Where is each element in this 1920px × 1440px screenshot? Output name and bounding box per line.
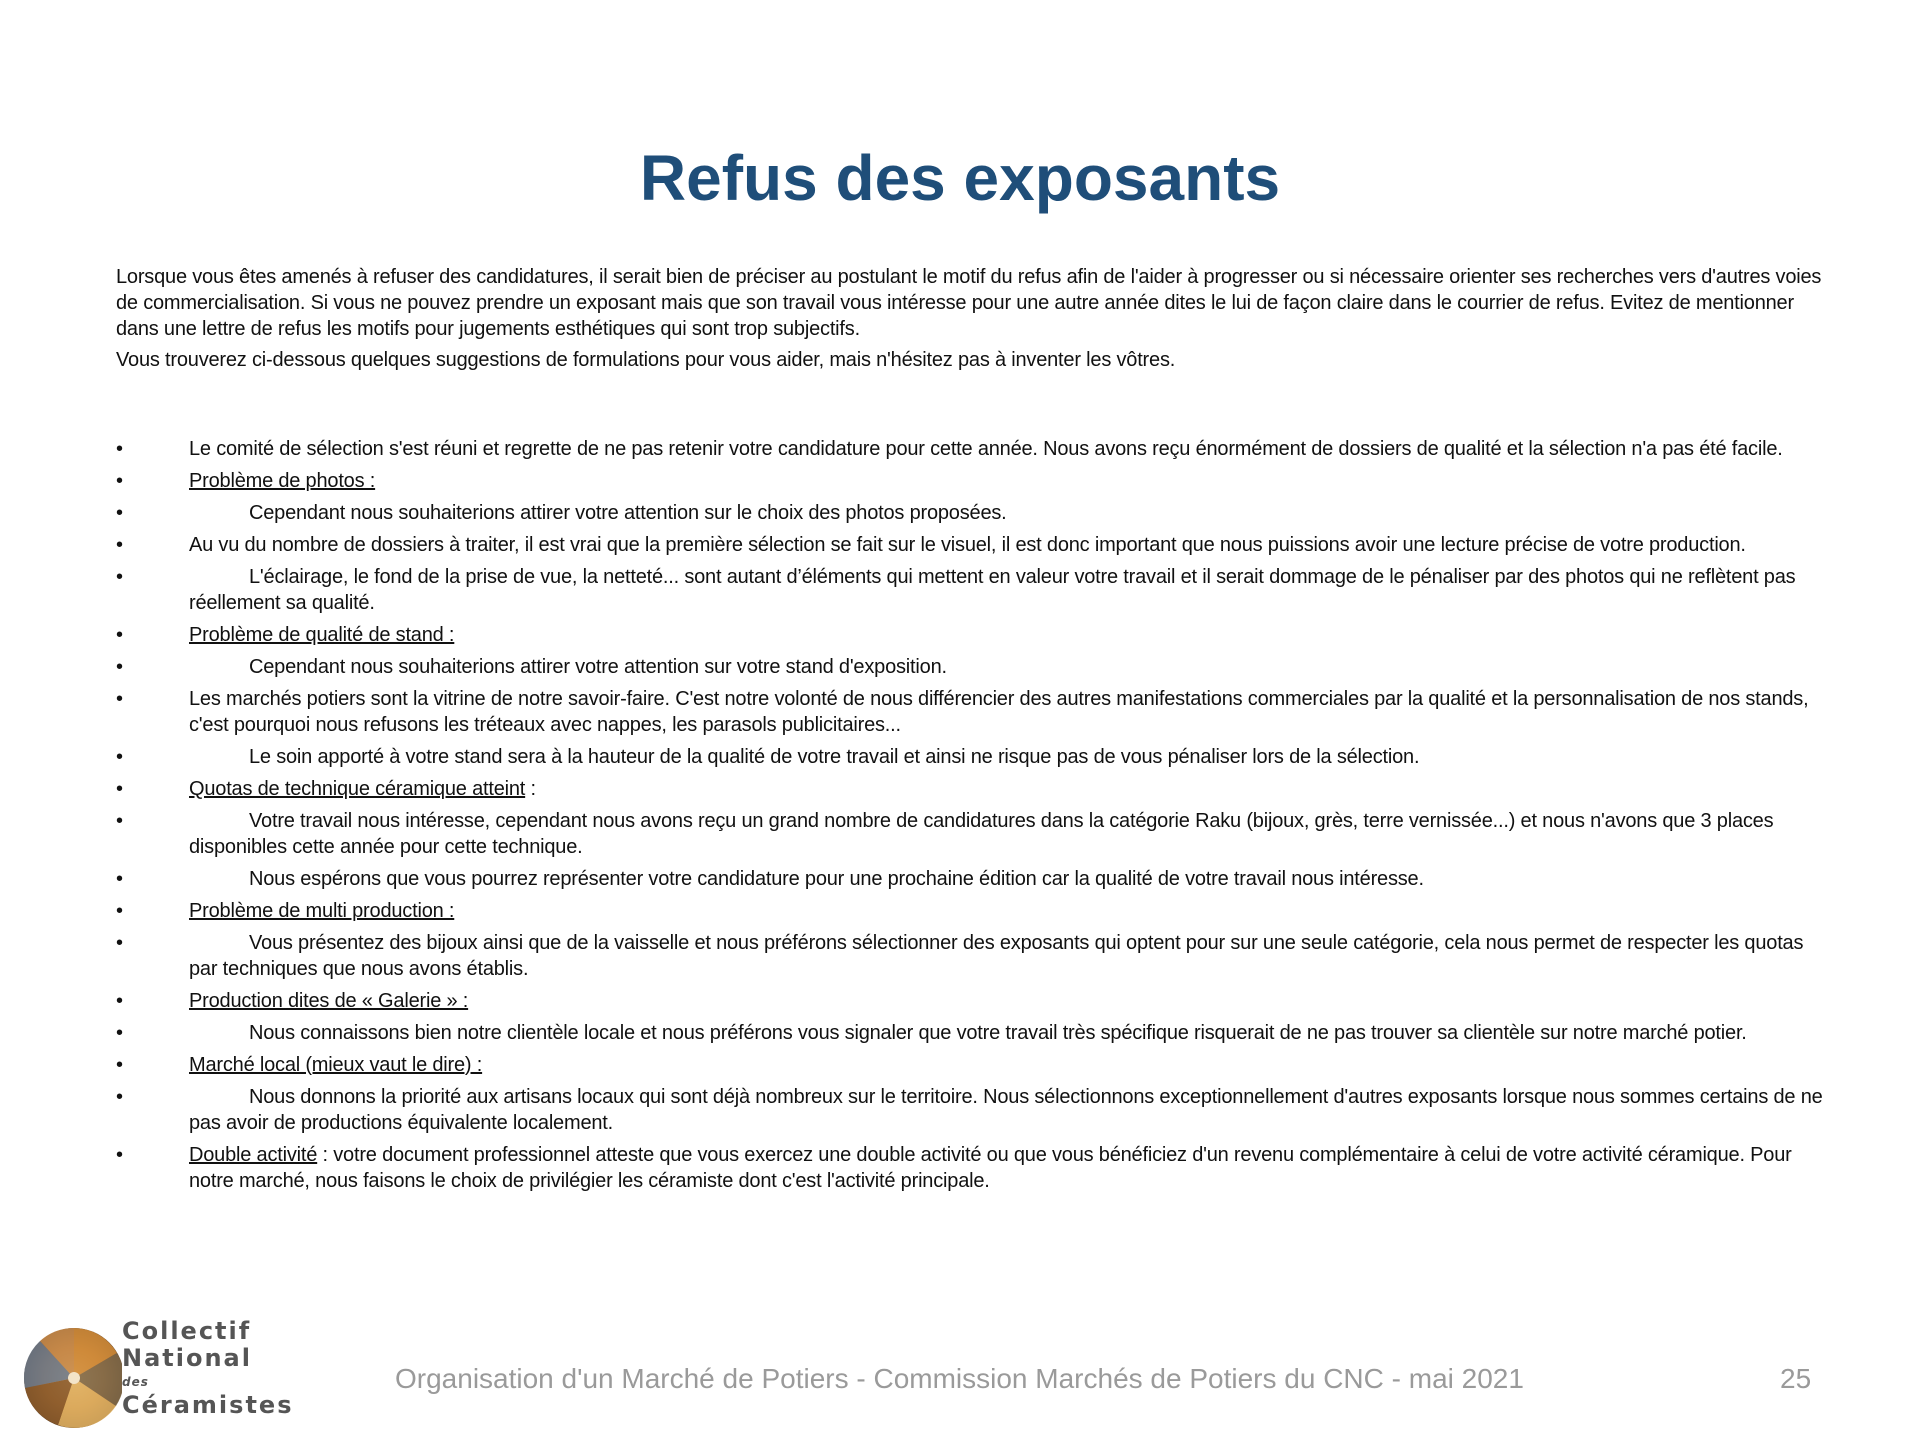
- logo-line: des: [122, 1375, 149, 1389]
- cnc-logo: [18, 1317, 294, 1434]
- bullet-icon: •: [116, 1144, 123, 1166]
- list-item: [116, 1052, 1828, 1078]
- list-item-text: Le soin apporté à votre stand sera à la hauteur de la qualité de votre travail et ainsi ne risque pas de vous pénaliser lors de la sélection.: [249, 746, 1420, 768]
- bullet-icon: •: [116, 566, 123, 588]
- logo-line: Céramistes: [122, 1391, 294, 1419]
- list-item-text: Nous espérons que vous pourrez représenter votre candidature pour une prochaine édition car la qualité de votre travail nous intéresse.: [249, 868, 1424, 890]
- list-item-text: Le comité de sélection s'est réuni et regrette de ne pas retenir votre candidature pour cette année. Nous avons reçu énormément de dossiers de qualité et la sélection n'a pas été facile.: [189, 438, 1783, 460]
- heading-suffix: : votre document professionnel atteste que vous exercez une double activité ou que vous bénéficiez d'un revenu complémentaire à celui de votre activité céramique. Pour notre marché, nous faisons le choix de privilégier les céramiste dont c'est l'activité principale.: [189, 1144, 1792, 1192]
- logo-line: National: [122, 1344, 252, 1372]
- bullet-icon: •: [116, 502, 123, 524]
- footer-text: Organisation d'un Marché de Potiers - Commission Marchés de Potiers du CNC - mai 2021: [395, 1363, 1524, 1394]
- list-item-text: Nous connaissons bien notre clientèle locale et nous préférons vous signaler que votre travail très spécifique risquerait de ne pas trouver sa clientèle sur notre marché potier.: [249, 1022, 1747, 1044]
- list-item: [116, 1142, 1828, 1194]
- intro-paragraph: Lorsque vous êtes amenés à refuser des candidatures, il serait bien de préciser au postulant le motif du refus afin de l'aider à progresser ou si nécessaire orienter ses recherches vers d'autres voies de commercialisation. Si vous ne pouvez prendre un exposant mais que son travail vous intéresse pour une autre année dites le lui de façon claire dans le courrier de refus. Evitez de mentionner dans une lettre de refus les motifs pour jugements esthétiques qui sont trop subjectifs.: [116, 266, 1822, 340]
- bullet-icon: •: [116, 1054, 123, 1076]
- section-heading: Problème de multi production :: [189, 900, 455, 922]
- bullet-icon: •: [116, 932, 123, 954]
- list-item: [116, 686, 1828, 738]
- bullet-icon: •: [116, 624, 123, 646]
- slide-title: Refus des exposants: [639, 142, 1281, 214]
- list-item: [116, 622, 1828, 648]
- bullet-icon: •: [116, 778, 123, 800]
- list-item-text: Cependant nous souhaiterions attirer votre attention sur votre stand d'exposition.: [249, 656, 947, 678]
- list-item: [116, 654, 1828, 680]
- page-number: 25: [1780, 1363, 1812, 1394]
- section-heading: Double activité: [189, 1144, 318, 1166]
- list-item-text: Vous présentez des bijoux ainsi que de la vaisselle et nous préférons sélectionner des exposants qui optent pour sur une seule catégorie, cela nous permet de respecter les quotas par techniques que nous avons établis.: [189, 932, 1804, 980]
- list-item: [116, 930, 1828, 982]
- bullet-icon: •: [116, 746, 123, 768]
- list-item-text: Au vu du nombre de dossiers à traiter, il est vrai que la première sélection se fait sur le visuel, il est donc important que nous puissions avoir une lecture précise de votre production.: [189, 534, 1746, 556]
- list-item: [116, 1020, 1828, 1046]
- bullet-icon: •: [116, 900, 123, 922]
- bullet-icon: •: [116, 1086, 123, 1108]
- list-item: [116, 436, 1828, 462]
- list-item: [116, 866, 1828, 892]
- list-item: [116, 898, 1828, 924]
- bullet-icon: •: [116, 810, 123, 832]
- list-item: [116, 564, 1828, 616]
- list-item: [116, 1084, 1828, 1136]
- bullet-icon: •: [116, 438, 123, 460]
- ceramic-pot-logo-icon: [18, 1318, 122, 1434]
- section-heading: Production dites de « Galerie » :: [189, 990, 469, 1012]
- section-heading: Problème de photos :: [189, 470, 376, 492]
- list-item: [116, 744, 1828, 770]
- logo-line: Collectif: [122, 1317, 252, 1345]
- section-heading: Quotas de technique céramique atteint: [189, 778, 526, 800]
- list-item-text: Nous donnons la priorité aux artisans locaux qui sont déjà nombreux sur le territoire. Nous sélectionnons exceptionnellement d'autres exposants lorsque nous sommes certains de ne pas avoir de productions équivalente localement.: [189, 1086, 1823, 1134]
- list-item-text: Cependant nous souhaiterions attirer votre attention sur le choix des photos proposées.: [249, 502, 1007, 524]
- bullet-icon: •: [116, 1022, 123, 1044]
- bullet-icon: •: [116, 990, 123, 1012]
- bullet-icon: •: [116, 470, 123, 492]
- bullet-icon: •: [116, 868, 123, 890]
- list-item-text: Les marchés potiers sont la vitrine de notre savoir-faire. C'est notre volonté de nous différencier des autres manifestations commerciales par la qualité et la personnalisation de nos stands, c'est pourquoi nous refusons les tréteaux avec nappes, les parasols publicitaires...: [189, 688, 1809, 736]
- list-item: [116, 500, 1828, 526]
- list-item: [116, 532, 1828, 558]
- heading-suffix: :: [525, 778, 536, 800]
- list-item: [116, 808, 1828, 860]
- bullet-icon: •: [116, 534, 123, 556]
- list-item: [116, 988, 1828, 1014]
- list-item-text: Votre travail nous intéresse, cependant nous avons reçu un grand nombre de candidatures dans la catégorie Raku (bijoux, grès, terre vernissée...) et nous n'avons que 3 places disponibles cette année pour cette technique.: [189, 810, 1774, 858]
- list-item: [116, 468, 1828, 494]
- list-item: [116, 776, 1828, 802]
- intro-text: [116, 264, 1826, 378]
- section-heading: Marché local (mieux vaut le dire) :: [189, 1054, 483, 1076]
- suggestion-list: [116, 436, 1828, 1200]
- list-item-text: L'éclairage, le fond de la prise de vue, la netteté... sont autant d’éléments qui mettent en valeur votre travail et il serait dommage de le pénaliser par des photos qui ne reflètent pas réellement sa qualité.: [189, 566, 1796, 614]
- intro-paragraph: Vous trouverez ci-dessous quelques suggestions de formulations pour vous aider, mais n'hésitez pas à inventer les vôtres.: [116, 349, 1176, 371]
- bullet-icon: •: [116, 656, 123, 678]
- section-heading: Problème de qualité de stand :: [189, 624, 455, 646]
- bullet-icon: •: [116, 688, 123, 710]
